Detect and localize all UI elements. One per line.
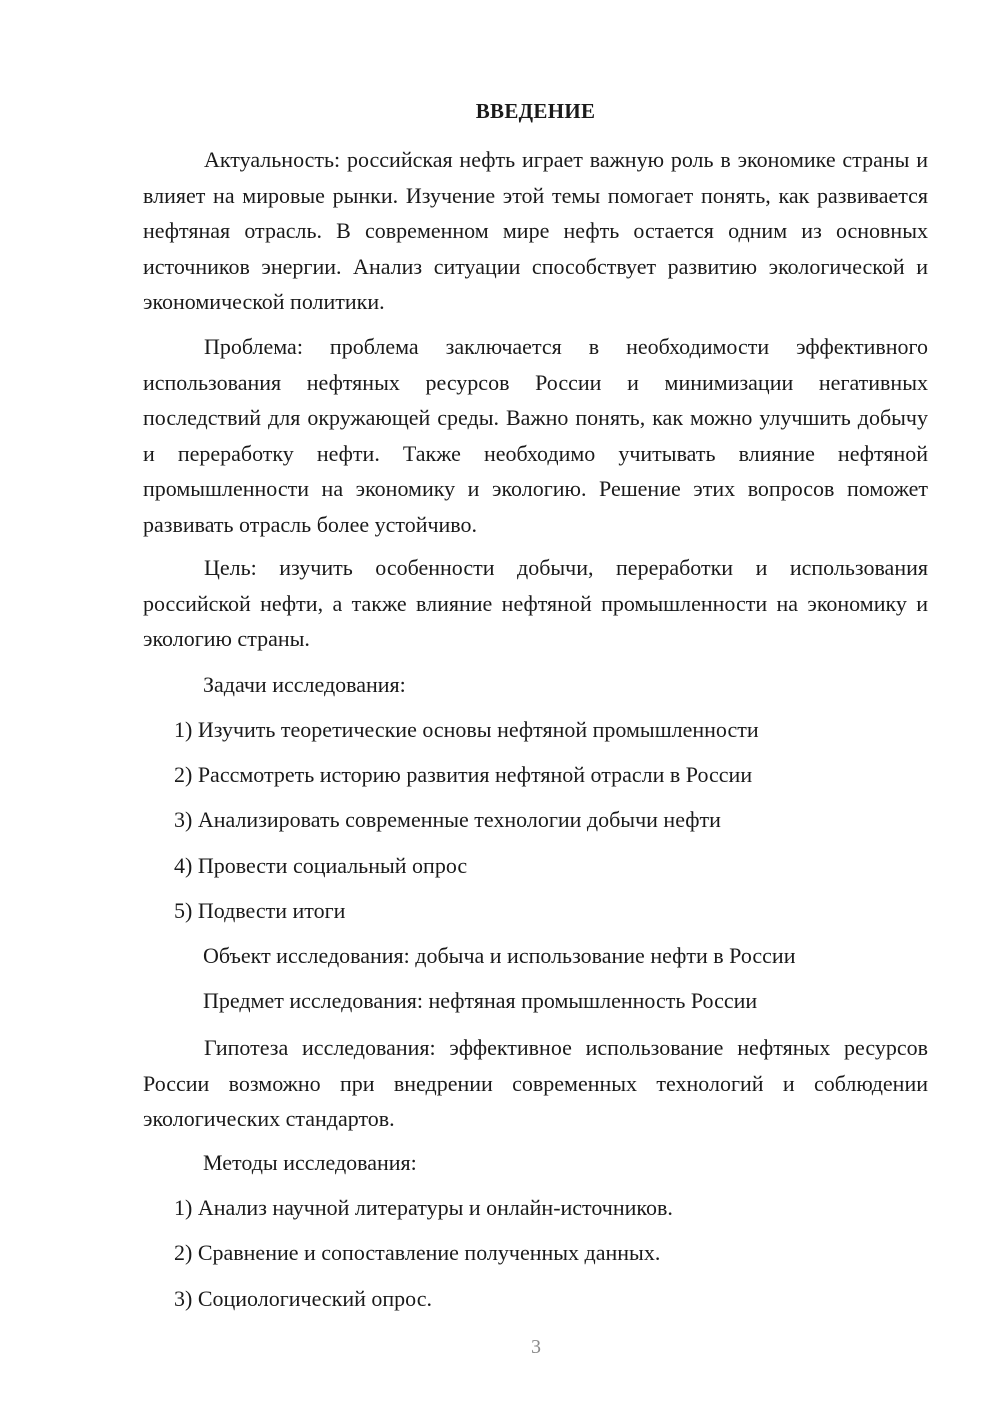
page-number: 3 xyxy=(531,1336,541,1358)
list-item: 5) Подвести итоги xyxy=(174,898,346,923)
paragraph-goal: Цель: изучить особенности добычи, переработки и использования российской нефти, а также влияние нефтяной промышленности на экономику и экологию страны. xyxy=(143,555,928,651)
list-item: 4) Провести социальный опрос xyxy=(174,853,468,878)
section-title: ВВЕДЕНИЕ xyxy=(475,99,596,123)
list-item: 3) Социологический опрос. xyxy=(174,1286,432,1311)
list-item: 3) Анализировать современные технологии добычи нефти xyxy=(174,807,721,832)
paragraph-relevance: Актуальность: российская нефть играет важную роль в экономике страны и влияет на мировые рынки. Изучение этой темы помогает понять, как развивается нефтяная отрасль. В современном мире нефть остается одним из основных источников энергии. Анализ ситуации способствует развитию экологической и экономической политики. xyxy=(143,147,928,314)
paragraph-hypothesis: Гипотеза исследования: эффективное использование нефтяных ресурсов России возможно при внедрении современных технологий и соблюдении экологических стандартов. xyxy=(143,1035,928,1131)
list-item: 2) Рассмотреть историю развития нефтяной отрасли в России xyxy=(174,762,753,787)
research-object: Объект исследования: добыча и использование нефти в России xyxy=(203,943,796,968)
list-item: 1) Анализ научной литературы и онлайн-источников. xyxy=(174,1195,673,1220)
list-item: 1) Изучить теоретические основы нефтяной промышленности xyxy=(174,717,759,742)
methods-heading: Методы исследования: xyxy=(203,1150,417,1175)
research-subject: Предмет исследования: нефтяная промышленность России xyxy=(203,988,758,1013)
tasks-heading: Задачи исследования: xyxy=(203,672,406,697)
paragraph-problem: Проблема: проблема заключается в необходимости эффективного использования нефтяных ресурсов России и минимизации негативных последствий для окружающей среды. Важно понять, как можно улучшить добычу и переработку нефти. Также необходимо учитывать влияние нефтяной промышленности на экономику и экологию. Решение этих вопросов поможет развивать отрасль более устойчиво. xyxy=(143,334,928,537)
list-item: 2) Сравнение и сопоставление полученных данных. xyxy=(174,1240,661,1265)
